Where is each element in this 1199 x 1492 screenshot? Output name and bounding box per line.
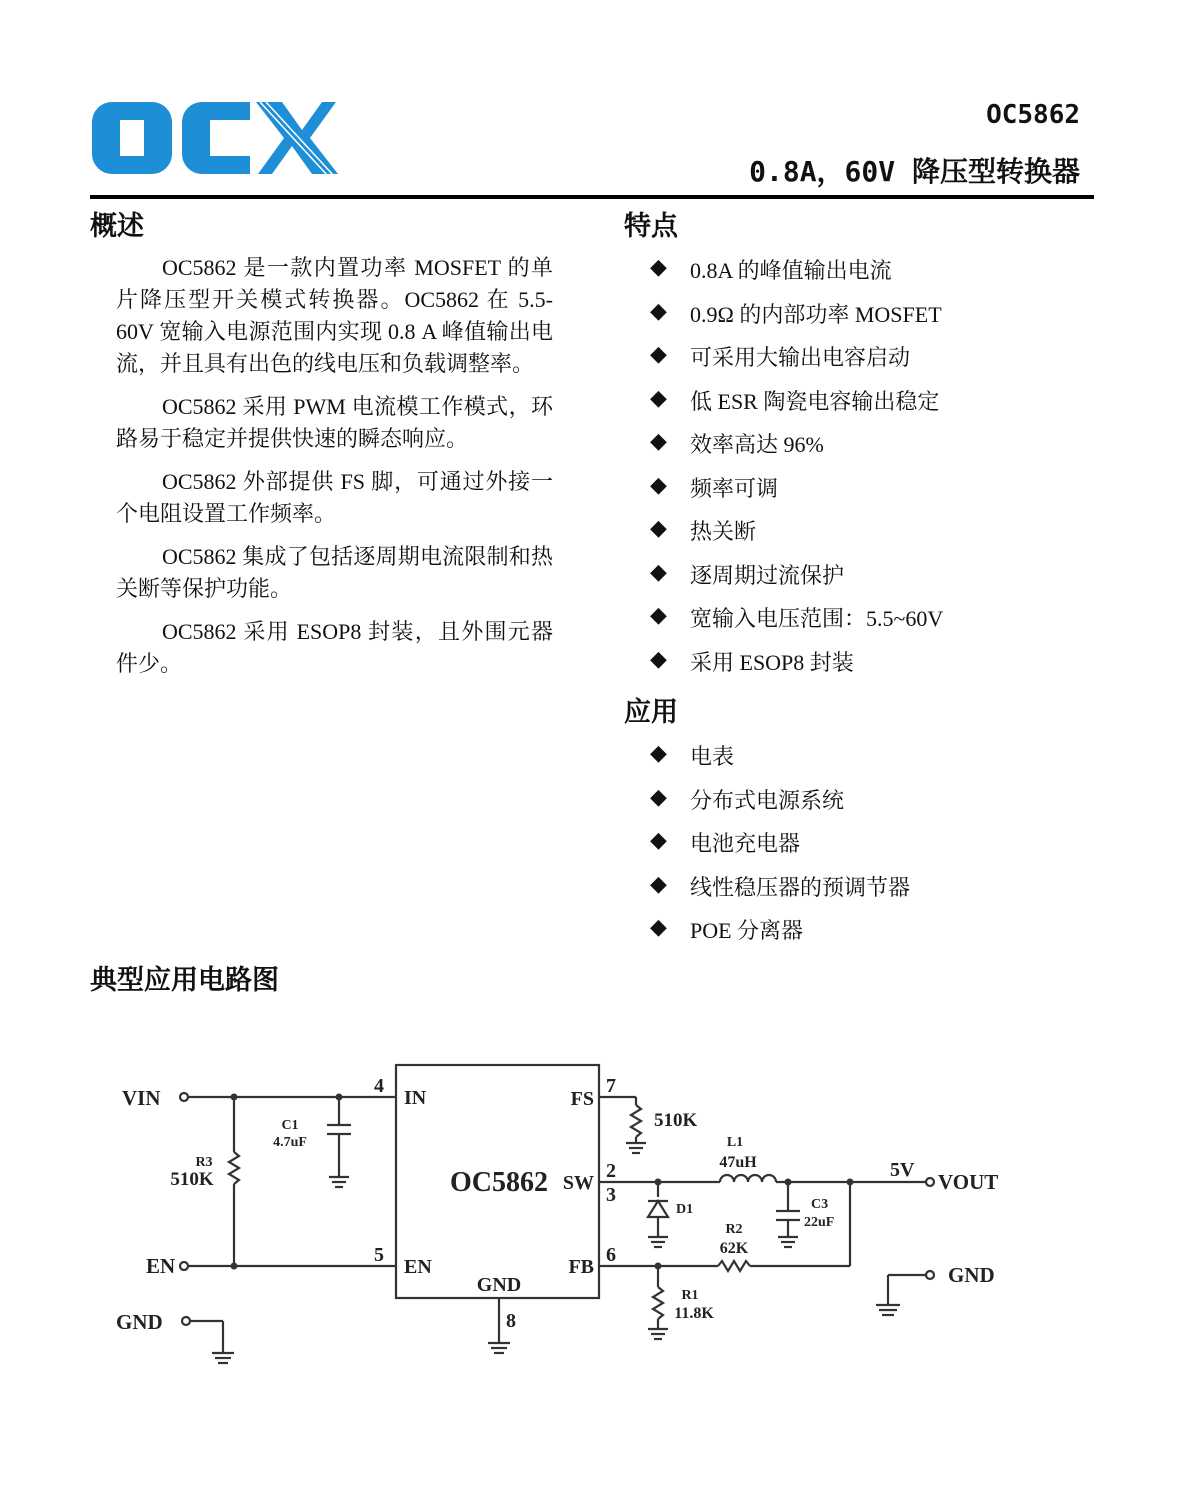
overview-heading: 概述 xyxy=(90,211,144,242)
list-item: ◆ 采用 ESOP8 封装 xyxy=(650,645,854,675)
overview-paragraph: OC5862 外部提供 FS 脚，可通过外接一个电阻设置工作频率。 xyxy=(116,469,553,526)
vout-label: VOUT xyxy=(938,1170,999,1194)
applications-heading: 应用 xyxy=(624,697,678,728)
diamond-bullet-icon: ◆ xyxy=(650,254,667,279)
document-title: 0.8A，60V 降压型转换器 xyxy=(749,155,1080,188)
l1-value: 47uH xyxy=(719,1154,757,1171)
features-list xyxy=(650,254,943,689)
r3-name: R3 xyxy=(195,1155,213,1170)
list-item: ◆ 频率可调 xyxy=(650,471,779,501)
r1-name: R1 xyxy=(681,1288,699,1303)
overview-paragraph: OC5862 集成了包括逐周期电流限制和热关断等保护功能。 xyxy=(116,544,553,601)
list-item: ◆ 逐周期过流保护 xyxy=(650,558,845,588)
en-label: EN xyxy=(146,1254,176,1278)
diamond-bullet-icon: ◆ xyxy=(650,428,667,453)
r2-name: R2 xyxy=(725,1222,743,1237)
pin-number: 6 xyxy=(606,1244,616,1266)
list-item: ◆ 低 ESR 陶瓷电容输出稳定 xyxy=(650,384,940,414)
list-item: ◆ 0.8A 的峰值输出电流 xyxy=(650,254,892,283)
diamond-bullet-icon: ◆ xyxy=(650,740,667,765)
gnd-label: GND xyxy=(948,1263,995,1287)
list-item: ◆ POE 分离器 xyxy=(650,914,804,943)
part-number: OC5862 xyxy=(986,100,1080,130)
diamond-bullet-icon: ◆ xyxy=(650,558,667,584)
overview-paragraph: OC5862 是一款内置功率 MOSFET 的单片降压型开关模式转换器。OC5862 在 5.5-60V 宽输入电源范围内实现 0.8 A 峰值输出电流，并且具有出色的线电压和负载调整率。 xyxy=(116,255,553,376)
overview-paragraph: OC5862 采用 ESOP8 封装，且外围元器件少。 xyxy=(116,619,553,676)
diamond-bullet-icon: ◆ xyxy=(650,827,667,852)
features-heading: 特点 xyxy=(624,211,678,242)
list-item: ◆ 分布式电源系统 xyxy=(650,783,845,813)
c3-name: C3 xyxy=(811,1197,829,1212)
overview-paragraph: OC5862 采用 PWM 电流模工作模式，环路易于稳定并提供快速的瞬态响应。 xyxy=(116,394,553,451)
list-item: ◆ 宽输入电压范围：5.5~60V xyxy=(650,602,944,631)
diamond-bullet-icon: ◆ xyxy=(650,645,667,671)
r1-value: 11.8K xyxy=(674,1305,714,1322)
diamond-bullet-icon: ◆ xyxy=(650,297,667,323)
pin-label: SW xyxy=(562,1172,594,1194)
list-item: ◆ 效率高达 96% xyxy=(650,428,824,457)
typical-application-circuit xyxy=(100,1055,1030,1375)
pin-label: IN xyxy=(404,1087,427,1109)
fs-resistor-value: 510K xyxy=(654,1110,698,1131)
ocx-logo xyxy=(90,96,340,186)
list-item: ◆ 热关断 xyxy=(650,515,757,544)
vin-label: VIN xyxy=(122,1086,161,1110)
c1-value: 4.7uF xyxy=(273,1135,307,1150)
l1-name: L1 xyxy=(726,1135,744,1150)
chip-label: OC5862 xyxy=(450,1167,548,1198)
r3-value: 510K xyxy=(170,1169,214,1190)
c1-name: C1 xyxy=(281,1118,299,1133)
gnd-label: GND xyxy=(116,1310,163,1334)
vout-value: 5V xyxy=(890,1159,915,1181)
list-item: ◆ 电池充电器 xyxy=(650,827,801,856)
r2-value: 62K xyxy=(719,1240,749,1257)
pin-number: 2 xyxy=(606,1160,616,1182)
diamond-bullet-icon: ◆ xyxy=(650,914,667,939)
diamond-bullet-icon: ◆ xyxy=(650,602,667,627)
pin-number: 7 xyxy=(606,1075,616,1097)
list-item: ◆ 电表 xyxy=(650,740,735,769)
diamond-bullet-icon: ◆ xyxy=(650,515,667,540)
list-item: ◆ 0.9Ω 的内部功率 MOSFET xyxy=(650,297,942,327)
pin-number: 5 xyxy=(374,1244,384,1266)
diamond-bullet-icon: ◆ xyxy=(650,341,667,366)
circuit-heading: 典型应用电路图 xyxy=(90,965,279,996)
pin-number: 3 xyxy=(606,1184,616,1206)
pin-label: FB xyxy=(568,1256,594,1278)
d1-name: D1 xyxy=(676,1202,694,1217)
diamond-bullet-icon: ◆ xyxy=(650,471,667,497)
c3-value: 22uF xyxy=(804,1215,835,1230)
applications-list xyxy=(650,740,910,958)
pin-number: 8 xyxy=(506,1310,516,1332)
diamond-bullet-icon: ◆ xyxy=(650,870,667,896)
header-divider xyxy=(90,195,1094,199)
list-item: ◆ 可采用大输出电容启动 xyxy=(650,341,911,370)
pin-label: FS xyxy=(570,1088,594,1110)
diamond-bullet-icon: ◆ xyxy=(650,783,667,809)
overview-text xyxy=(116,252,553,691)
pin-label: GND xyxy=(476,1274,522,1296)
list-item: ◆ 线性稳压器的预调节器 xyxy=(650,870,911,900)
diamond-bullet-icon: ◆ xyxy=(650,384,667,410)
pin-label: EN xyxy=(404,1256,432,1278)
pin-number: 4 xyxy=(374,1075,384,1097)
